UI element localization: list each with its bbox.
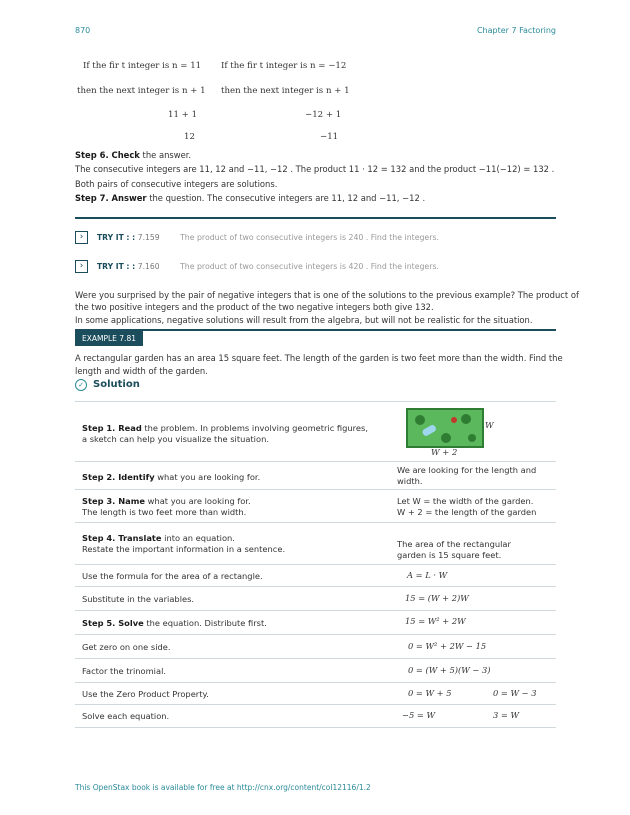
- length-label: W + 2: [431, 447, 458, 457]
- work-col1-line3: 11 + 1: [168, 110, 198, 120]
- work-col2-line2: then the next integer is n + 1: [221, 86, 350, 96]
- table-row: [75, 564, 556, 587]
- table-row: [75, 401, 556, 462]
- try-it-number: 7.159: [137, 233, 160, 242]
- step-right: 15 = W² + 2W: [405, 616, 466, 626]
- step-right-b: 3 = W: [493, 710, 520, 720]
- step-right1: The area of the rectangular: [397, 539, 511, 549]
- table-row: [75, 682, 556, 705]
- work-col2-line4: −11: [320, 132, 339, 142]
- chapter-title: Chapter 7 Factoring: [476, 26, 556, 35]
- step-right: 15 = (W + 2)W: [405, 593, 469, 603]
- step-rest: what you are looking for.: [145, 496, 251, 506]
- step-left: [82, 533, 285, 555]
- step-rest: the equation. Distribute first.: [143, 618, 267, 628]
- step-bold: Step 3. Name: [82, 496, 146, 506]
- try-it-label-text: TRY IT : :: [97, 233, 136, 242]
- table-row: [75, 610, 556, 635]
- step-right: [397, 465, 536, 487]
- step-line2: The length is two feet more than width.: [82, 507, 247, 517]
- step-right: [397, 496, 536, 518]
- step-right-a: 0 = W + 5: [408, 688, 452, 698]
- step-right2: W + 2 = the length of the garden: [397, 507, 537, 517]
- page-number: 870: [75, 26, 91, 35]
- paragraph-line3: In some applications, negative solutions will result from the algebra, but will not be realistic for the situation.: [75, 315, 533, 325]
- work-col2-line1: If the fir t integer is n = −12: [221, 61, 347, 71]
- step-rest: into an equation.: [161, 533, 235, 543]
- bush: [441, 433, 451, 443]
- step-right2: width.: [397, 476, 423, 486]
- step-left: [82, 618, 267, 629]
- step-rest: the problem. In problems involving geometric figures,: [141, 423, 368, 433]
- table-row: [75, 461, 556, 490]
- step-right: A = L · W: [407, 570, 448, 580]
- try-it-label: [97, 233, 160, 242]
- step6-text: the answer.: [139, 150, 192, 160]
- step-right: 0 = (W + 5)(W − 3): [408, 665, 491, 675]
- step-left: Use the formula for the area of a rectangle.: [82, 571, 263, 581]
- try-it-question: The product of two consecutive integers is 240 . Find the integers.: [180, 233, 439, 242]
- try-it-question: The product of two consecutive integers is 420 . Find the integers.: [180, 262, 439, 271]
- chevron-right-icon[interactable]: ›: [75, 231, 88, 244]
- try-it-7-160[interactable]: [75, 260, 556, 276]
- flower: [451, 417, 457, 423]
- paragraph-line1: Were you surprised by the pair of negative integers that is one of the solutions to the previous example? The product of: [75, 290, 579, 300]
- paragraph-line2: the two positive integers and the product of the two negative integers both give 132.: [75, 302, 434, 312]
- step-right: [397, 539, 511, 561]
- width-label: W: [485, 420, 494, 430]
- table-row: [75, 704, 556, 728]
- step-bold: Step 2. Identify: [82, 472, 155, 482]
- table-row: [75, 658, 556, 683]
- step-bold: Step 4. Translate: [82, 533, 162, 543]
- step-left: Solve each equation.: [82, 711, 170, 721]
- step-left: Substitute in the variables.: [82, 594, 195, 604]
- work-col1-line2: then the next integer is n + 1: [77, 86, 206, 96]
- try-it-label-text: TRY IT : :: [97, 262, 136, 271]
- step-right: 0 = W² + 2W − 15: [408, 641, 487, 651]
- step-right-b: 0 = W − 3: [493, 688, 537, 698]
- step7-heading: [75, 193, 425, 203]
- table-row: [75, 522, 556, 565]
- footer-text: This OpenStax book is available for free at http://cnx.org/content/col12116/1.2: [75, 783, 371, 792]
- step6-label: Step 6. Check: [75, 150, 140, 160]
- solution-label: Solution: [93, 379, 140, 390]
- table-row: [75, 489, 556, 523]
- step-right1: Let W = the width of the garden.: [397, 496, 534, 506]
- step-right-a: −5 = W: [402, 710, 435, 720]
- example-rule: [75, 329, 556, 331]
- step7-label: Step 7. Answer: [75, 193, 147, 203]
- work-col1-line1: If the fir t integer is n = 11: [83, 61, 202, 71]
- step7-text: the question. The consecutive integers are 11, 12 and −11, −12 .: [146, 193, 426, 203]
- bush: [415, 415, 425, 425]
- try-it-7-159[interactable]: [75, 231, 556, 247]
- table-row: [75, 586, 556, 611]
- bush: [468, 434, 476, 442]
- work-col1-line4: 12: [184, 132, 195, 142]
- step-right2: garden is 15 square feet.: [397, 550, 502, 560]
- step-left: Use the Zero Product Property.: [82, 689, 209, 699]
- step-left: [82, 423, 368, 445]
- step-line2: a sketch can help you visualize the situation.: [82, 434, 269, 444]
- step-left: [82, 496, 251, 518]
- divider: [75, 217, 556, 219]
- step-left: [82, 472, 260, 483]
- step-line2: Restate the important information in a sentence.: [82, 544, 286, 554]
- step-left: Factor the trinomial.: [82, 666, 167, 676]
- step-bold: Step 1. Read: [82, 423, 142, 433]
- check-circle-icon: ✓: [75, 379, 87, 391]
- example-label: EXAMPLE 7.81: [75, 331, 143, 346]
- example-line2: length and width of the garden.: [75, 366, 208, 376]
- try-it-label: [97, 262, 160, 271]
- chevron-right-icon[interactable]: ›: [75, 260, 88, 273]
- step-right1: We are looking for the length and: [397, 465, 537, 475]
- step6-heading: [75, 150, 191, 160]
- work-col2-line3: −12 + 1: [305, 110, 342, 120]
- step6-line2: Both pairs of consecutive integers are solutions.: [75, 179, 278, 189]
- bush: [461, 414, 471, 424]
- step-rest: what you are looking for.: [154, 472, 261, 482]
- garden-figure: [406, 408, 486, 450]
- step-bold: Step 5. Solve: [82, 618, 144, 628]
- try-it-number: 7.160: [137, 262, 160, 271]
- step6-line1: The consecutive integers are 11, 12 and −11, −12 . The product 11 · 12 = 132 and the product −11(−12) = 132 .: [75, 164, 555, 174]
- solution-heading: [75, 379, 140, 391]
- example-line1: A rectangular garden has an area 15 square feet. The length of the garden is two feet more than the width. Find the: [75, 353, 563, 363]
- table-row: [75, 634, 556, 659]
- step-left: Get zero on one side.: [82, 642, 171, 652]
